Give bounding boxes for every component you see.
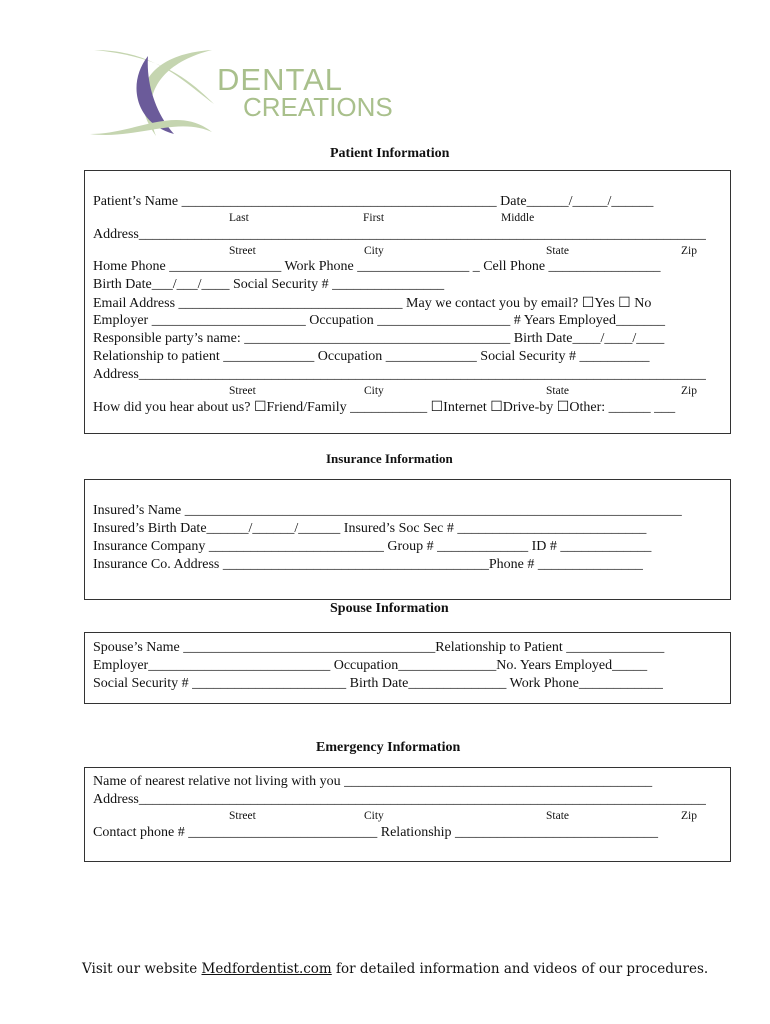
patient-address-line: Address_________________________________________________________________________________	[93, 227, 706, 242]
relative-name-line: Name of nearest relative not living with you ____________________________________________	[93, 774, 653, 789]
relative-address-street: Street	[229, 810, 256, 822]
patient-employer-line: Employer ______________________ Occupation ___________________ # Years Employed_______	[93, 313, 666, 328]
patient-name-middle: Middle	[501, 212, 535, 224]
responsible-address-state: State	[546, 385, 569, 397]
patient-email-line: Email Address ________________________________ May we contact you by email? ☐Yes ☐ No	[93, 296, 652, 311]
spouse-employer-line: Employer__________________________ Occupation______________No. Years Employed_____	[93, 658, 648, 673]
logo	[86, 44, 396, 140]
insurance-address-line: Insurance Co. Address ______________________________________Phone # _______________	[93, 557, 643, 572]
patient-address-state: State	[546, 245, 569, 257]
patient-address-street: Street	[229, 245, 256, 257]
insurance-company-line: Insurance Company _________________________ Group # _____________ ID # _____________	[93, 539, 652, 554]
referral-line: How did you hear about us? ☐Friend/Family ___________ ☐Internet ☐Drive-by ☐Other: ______ ___	[93, 400, 676, 415]
patient-phones-line: Home Phone ________________ Work Phone ________________ _ Cell Phone ________________	[93, 259, 661, 274]
footer-pre: Visit our website	[82, 961, 202, 977]
emergency-heading: Emergency Information	[316, 740, 461, 755]
responsible-address-city: City	[364, 385, 384, 397]
responsible-address-line: Address_________________________________________________________________________________	[93, 367, 706, 382]
patient-birth-ssn-line: Birth Date___/___/____ Social Security # ________________	[93, 277, 445, 292]
responsible-address-street: Street	[229, 385, 256, 397]
relative-address-state: State	[546, 810, 569, 822]
patient-address-zip: Zip	[681, 245, 697, 257]
insured-name-line: Insured’s Name _______________________________________________________________________	[93, 503, 682, 518]
website-link[interactable]: Medfordentist.com	[201, 961, 332, 977]
patient-heading: Patient Information	[330, 146, 450, 161]
logo-mark-icon	[86, 44, 216, 140]
insured-birth-line: Insured’s Birth Date______/______/______ Insured’s Soc Sec # ___________________________	[93, 521, 647, 536]
contact-phone-line: Contact phone # ___________________________ Relationship _____________________________	[93, 825, 659, 840]
patient-name-line: Patient’s Name _____________________________________________ Date______/_____/______	[93, 194, 654, 209]
footer-text	[82, 961, 708, 977]
footer-post: for detailed information and videos of our procedures.	[331, 961, 709, 977]
relative-address-line: Address_________________________________________________________________________________	[93, 792, 706, 807]
patient-name-first: First	[363, 212, 385, 224]
patient-address-city: City	[364, 245, 384, 257]
insurance-heading: Insurance Information	[326, 451, 453, 466]
relationship-line: Relationship to patient _____________ Occupation _____________ Social Security # __________	[93, 349, 650, 364]
responsible-address-zip: Zip	[681, 385, 697, 397]
responsible-party-line: Responsible party’s name: ______________________________________ Birth Date____/____/____	[93, 331, 665, 346]
logo-line1: DENTAL	[217, 62, 344, 97]
logo-line2: CREATIONS	[243, 92, 393, 122]
relative-address-zip: Zip	[681, 810, 697, 822]
patient-name-last: Last	[229, 212, 249, 224]
relative-address-city: City	[364, 810, 384, 822]
spouse-heading: Spouse Information	[330, 601, 449, 616]
spouse-ssn-line: Social Security # ______________________ Birth Date______________ Work Phone____________	[93, 676, 663, 691]
spouse-name-line: Spouse’s Name ____________________________________Relationship to Patient ______________	[93, 640, 665, 655]
